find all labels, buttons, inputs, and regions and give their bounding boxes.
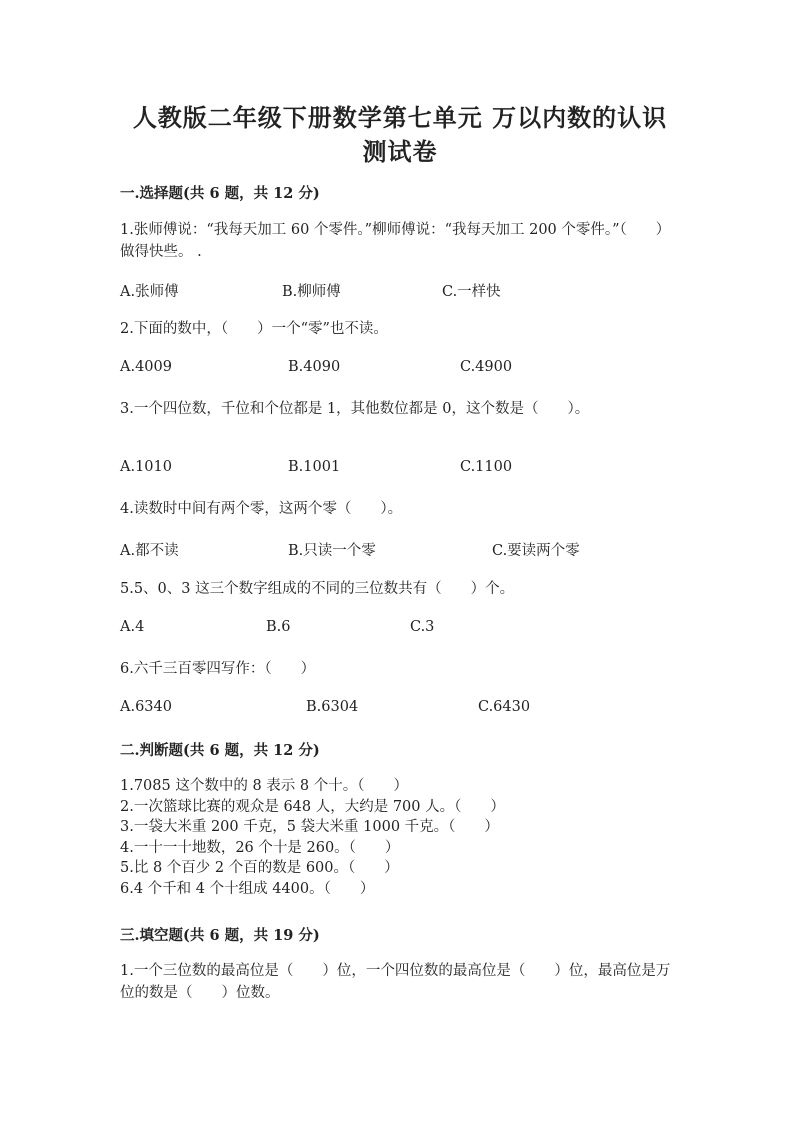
- question-text: 1.张师傅说：“我每天加工 60 个零件。”柳师傅说：“我每天加工 200 个零件。”（ ）做得快些。 .: [120, 222, 671, 260]
- judgment-item: 3.一袋大米重 200 千克，5 袋大米重 1000 千克。（ ）: [120, 819, 499, 835]
- option-b[interactable]: B.4090: [288, 359, 341, 375]
- judgment-item: 5.比 8 个百少 2 个百的数是 600。（ ）: [120, 860, 399, 876]
- option-a[interactable]: A.张师傅: [120, 284, 179, 300]
- judgment-item: 6.4 个千和 4 个十组成 4400。（ ）: [120, 880, 375, 897]
- judgment-item: 1.7085 这个数中的 8 表示 8 个十。（ ）: [120, 778, 408, 794]
- option-a[interactable]: A.4009: [120, 359, 172, 375]
- option-c[interactable]: C.6430: [478, 699, 531, 715]
- option-b[interactable]: B.6: [266, 619, 291, 635]
- judgment-list: [120, 776, 680, 899]
- question-text: 1.一个三位数的最高位是（ ）位，一个四位数的最高位是（ ）位，最高位是万位的数是（ ）位数。: [120, 963, 671, 1001]
- option-a[interactable]: A.1010: [120, 459, 172, 475]
- question-text: 6.六千三百零四写作：（ ）: [120, 661, 316, 677]
- section-heading-choice: 一.选择题(共 6 题，共 12 分): [120, 185, 320, 202]
- title-line-1: 人教版二年级下册数学第七单元 万以内数的认识: [132, 103, 668, 132]
- judgment-item: 4.一十一十地数，26 个十是 260。（ ）: [120, 839, 400, 856]
- options-row: [120, 359, 680, 381]
- question-text: 5.5、0、3 这三个数字组成的不同的三位数共有（ ）个。: [120, 581, 515, 597]
- option-b[interactable]: B.柳师傅: [282, 284, 341, 300]
- option-c[interactable]: C.一样快: [442, 284, 501, 300]
- option-c[interactable]: C.4900: [460, 359, 513, 375]
- section-heading-judgment: 二.判断题(共 6 题，共 12 分): [120, 742, 320, 759]
- judgment-item: 2.一次篮球比赛的观众是 648 人，大约是 700 人。（ ）: [120, 798, 505, 815]
- question-text: 2.下面的数中，（ ）一个“零”也不读。: [120, 321, 388, 337]
- question-text: 3.一个四位数，千位和个位都是 1，其他数位都是 0，这个数是（ ）。: [120, 401, 590, 417]
- options-row: [120, 459, 680, 481]
- option-a[interactable]: A.6340: [120, 699, 172, 715]
- section-heading-fill-blank: 三.填空题(共 6 题，共 19 分): [120, 927, 320, 944]
- options-row: [120, 280, 680, 302]
- option-b[interactable]: B.1001: [288, 459, 341, 475]
- options-row: [120, 699, 680, 721]
- options-row: [120, 619, 680, 641]
- option-c[interactable]: C.要读两个零: [492, 543, 580, 559]
- question-text: 4.读数时中间有两个零，这两个零（ ）。: [120, 501, 403, 517]
- option-c[interactable]: C.1100: [460, 459, 513, 475]
- option-c[interactable]: C.3: [410, 619, 435, 635]
- option-b[interactable]: B.只读一个零: [288, 543, 376, 559]
- options-row: [120, 539, 680, 561]
- title-line-2: 测试卷: [362, 137, 438, 166]
- option-a[interactable]: A.4: [120, 619, 145, 635]
- option-a[interactable]: A.都不读: [120, 543, 179, 559]
- option-b[interactable]: B.6304: [306, 699, 359, 715]
